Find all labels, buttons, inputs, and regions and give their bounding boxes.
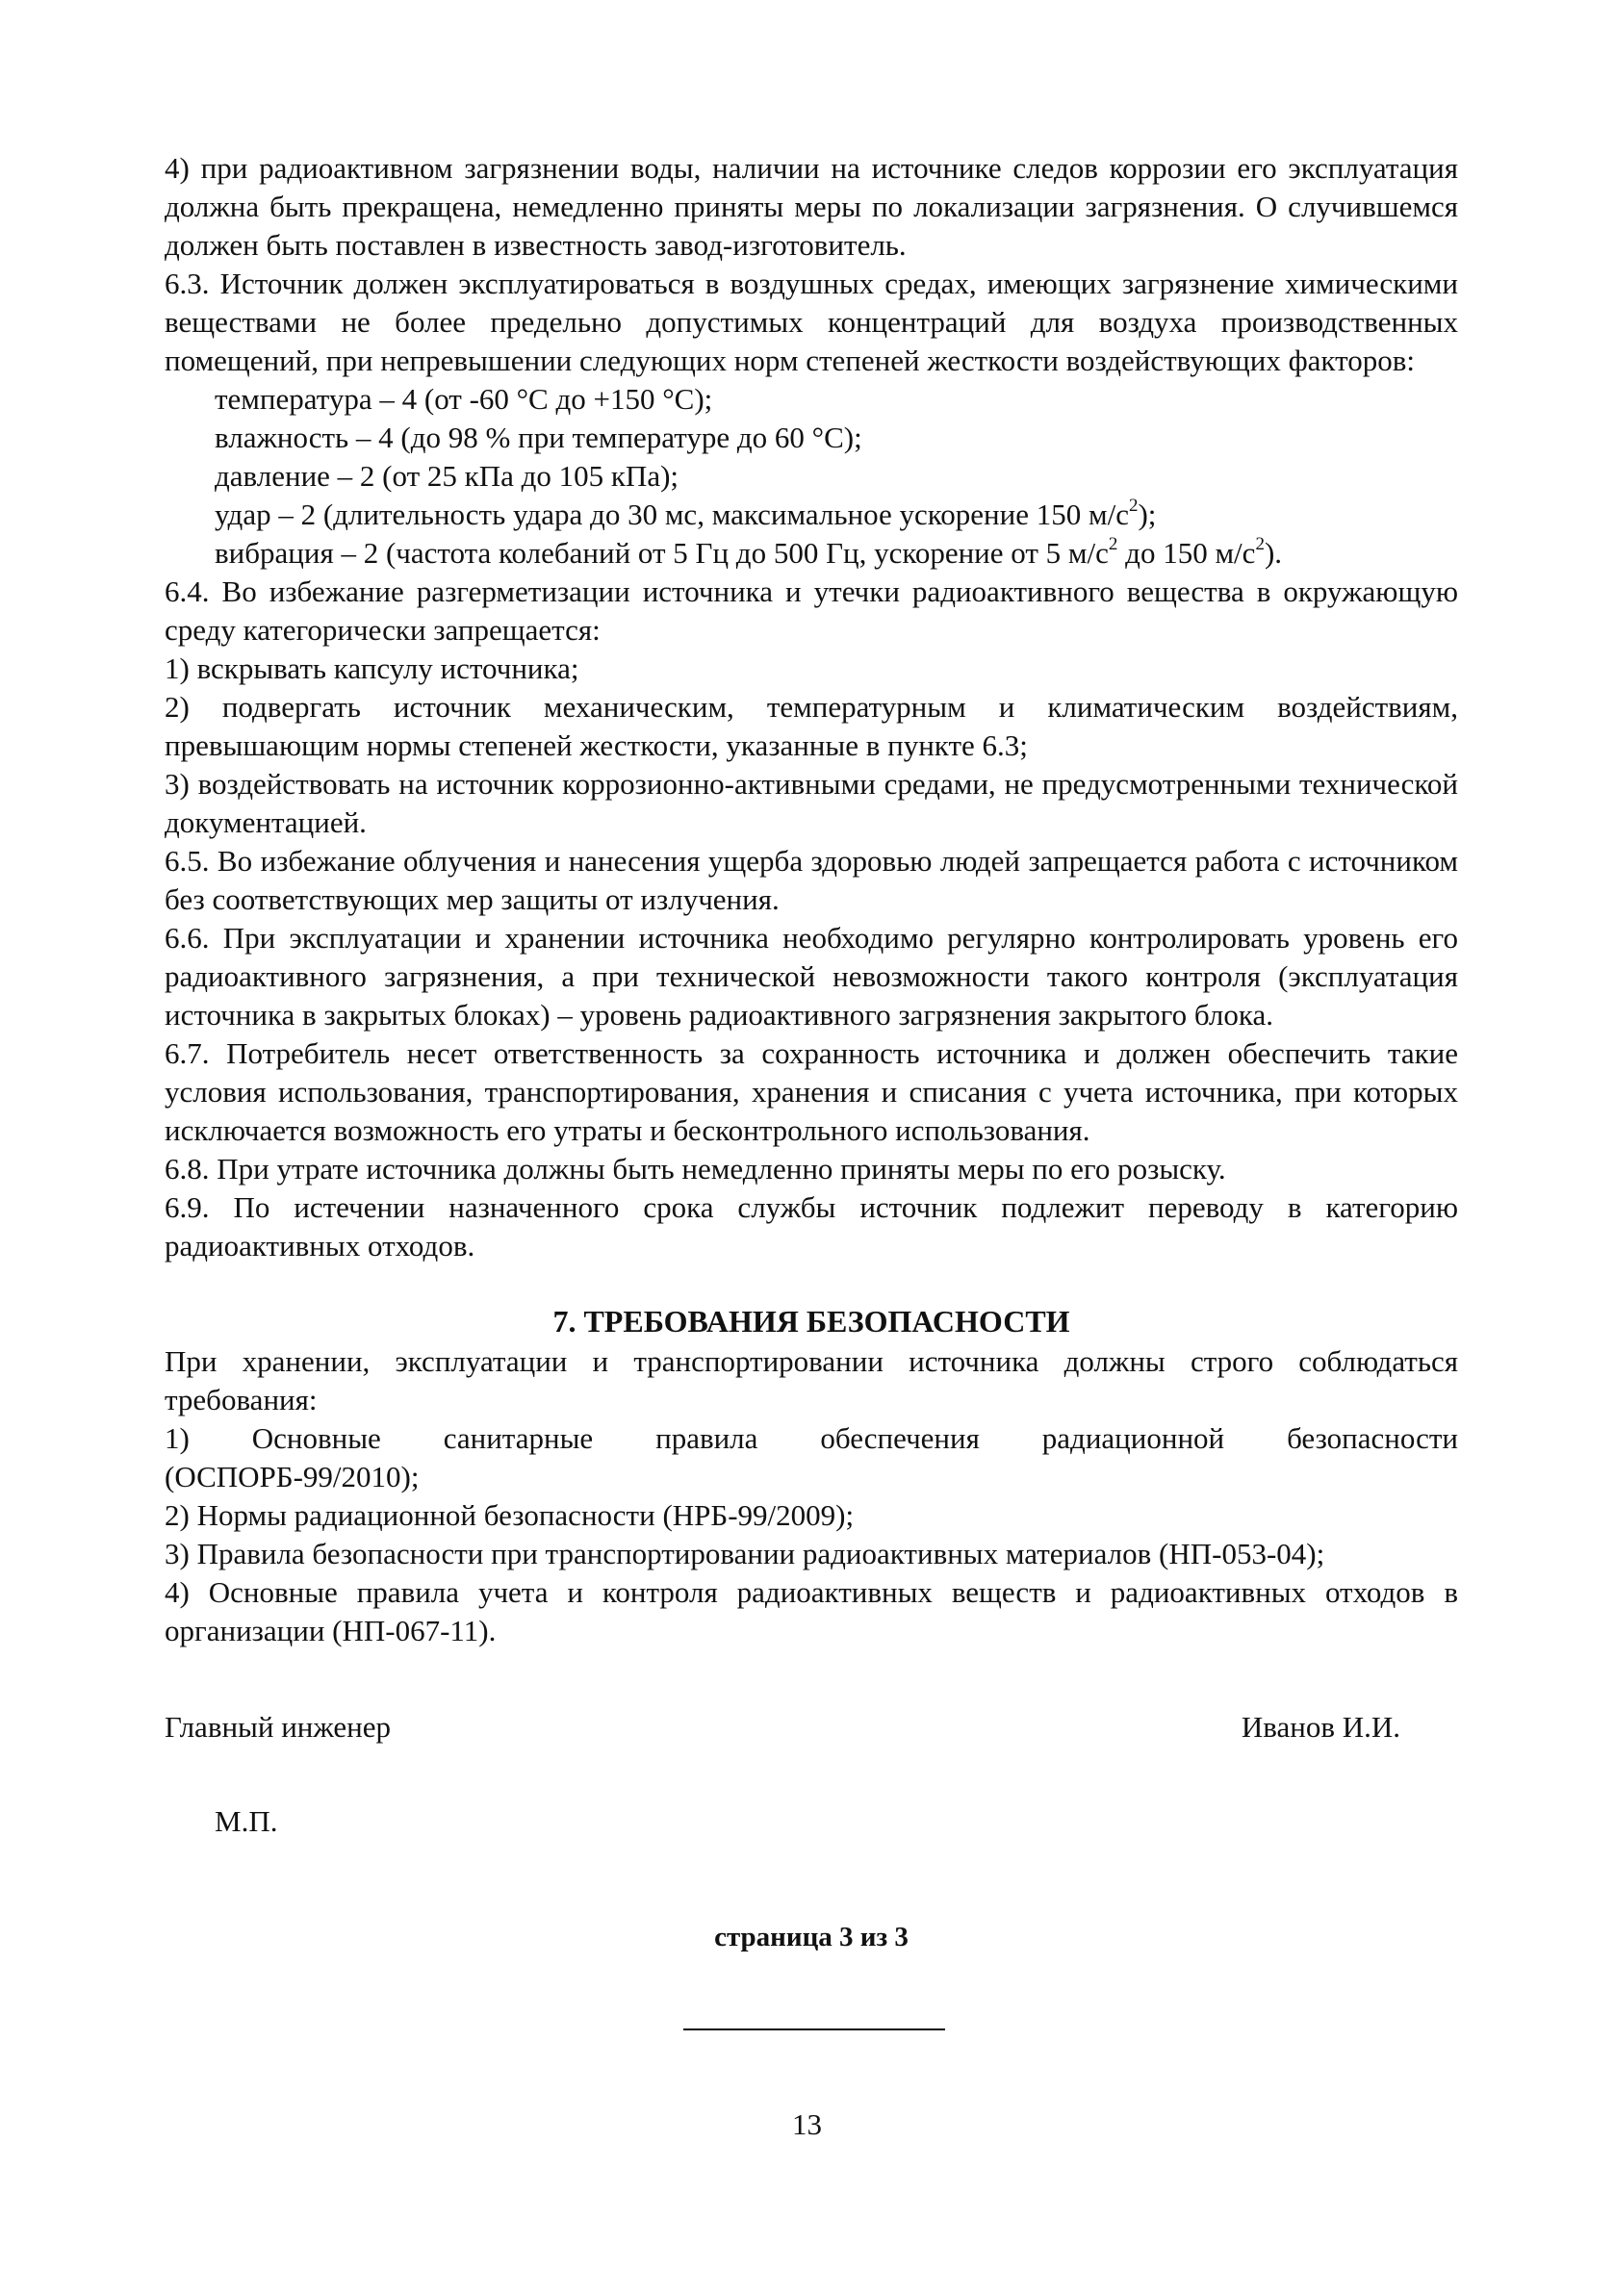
paragraph-6-4-item-1: 1) вскрывать капсулу источника; <box>165 651 579 685</box>
stamp-place: М.П. <box>215 1804 278 1838</box>
requirement-3: 3) Правила безопасности при транспортировании радиоактивных материалов (НП-053-04); <box>165 1537 1325 1570</box>
requirement-4: 4) Основные правила учета и контроля радиоактивных веществ и радиоактивных отходов в организации (НП-067-11). <box>165 1575 1458 1647</box>
requirement-1-line <box>165 1419 1458 1458</box>
requirement-word: санитарные <box>443 1421 594 1455</box>
superscript: 2 <box>1108 533 1118 554</box>
requirement-1-code: (ОСПОРБ-99/2010); <box>165 1460 420 1493</box>
factor-shock-text: удар – 2 (длительность удара до 30 мс, максимальное ускорение 150 м/с <box>215 497 1129 531</box>
paragraph-6-5: 6.5. Во избежание облучения и нанесения ущерба здоровью людей запрещается работа с источником без соответствующих мер защиты от излучения. <box>165 844 1458 916</box>
paragraph-6-4-item-2: 2) подвергать источник механическим, температурным и климатическим воздействиям, превышающим нормы степеней жесткости, указанные в пункте 6.3; <box>165 690 1458 762</box>
factor-temperature: температура – 4 (от -60 °C до +150 °C); <box>215 382 713 416</box>
document-page <box>165 149 1458 1956</box>
page-number: 13 <box>792 2107 822 2141</box>
section-heading: 7. ТРЕБОВАНИЯ БЕЗОПАСНОСТИ <box>552 1304 1070 1339</box>
footer-divider <box>683 2028 945 2030</box>
factor-vibration <box>165 534 1458 573</box>
paragraph-6-8: 6.8. При утрате источника должны быть немедленно приняты меры по его розыску. <box>165 1152 1226 1186</box>
signature-block <box>165 1708 1458 1747</box>
paragraph-6-4: 6.4. Во избежание разгерметизации источника и утечки радиоактивного вещества в окружающую среду категорически запрещается: <box>165 574 1458 647</box>
requirement-word: обеспечения <box>820 1421 980 1455</box>
requirement-word: радиационной <box>1041 1421 1225 1455</box>
factor-humidity: влажность – 4 (до 98 % при температуре до 60 °C); <box>215 421 862 454</box>
factor-shock <box>165 496 1458 534</box>
requirement-word: безопасности <box>1287 1421 1458 1455</box>
requirement-word: правила <box>655 1421 758 1455</box>
paragraph-6-3: 6.3. Источник должен эксплуатироваться в воздушных средах, имеющих загрязнение химическими веществами не более предельно допустимых концентраций для воздуха производственных помещений, при непревышении следующих норм степеней жесткости воздействующих факторов: <box>165 267 1458 377</box>
paragraph-6-9: 6.9. По истечении назначенного срока службы источник подлежит переводу в категорию радиоактивных отходов. <box>165 1190 1458 1263</box>
factor-vibration-end: ). <box>1264 536 1283 570</box>
paragraph-corrosion: 4) при радиоактивном загрязнении воды, наличии на источнике следов коррозии его эксплуатация должна быть прекращена, немедленно приняты меры по локализации загрязнения. О случившемся должен быть поставлен в известность завод-изготовитель. <box>165 151 1458 262</box>
factor-vibration-mid: до 150 м/с <box>1117 536 1256 570</box>
factor-shock-end: ); <box>1138 497 1157 531</box>
requirement-word: Основные <box>251 1421 381 1455</box>
signatory-name: Иванов И.И. <box>1241 1710 1400 1744</box>
factor-pressure: давление – 2 (от 25 кПа до 105 кПа); <box>215 459 679 493</box>
paragraph-6-4-item-3: 3) воздействовать на источник коррозионно-активными средами, не предусмотренными технической документацией. <box>165 767 1458 839</box>
paragraph-6-6: 6.6. При эксплуатации и хранении источника необходимо регулярно контролировать уровень его радиоактивного загрязнения, а при технической невозможности такого контроля (эксплуатация источника в закрытых блоках) – уровень радиоактивного загрязнения закрытого блока. <box>165 921 1458 1032</box>
signatory-position: Главный инженер <box>165 1710 392 1744</box>
factor-vibration-text: вибрация – 2 (частота колебаний от 5 Гц до 500 Гц, ускорение от 5 м/с <box>215 536 1109 570</box>
page-counter: страница 3 из 3 <box>714 1922 909 1952</box>
section-intro: При хранении, эксплуатации и транспортировании источника должны строго соблюдаться требования: <box>165 1344 1458 1416</box>
requirement-2: 2) Нормы радиационной безопасности (НРБ-99/2009); <box>165 1498 855 1532</box>
requirement-word: 1) <box>165 1421 190 1455</box>
superscript: 2 <box>1255 533 1265 554</box>
superscript: 2 <box>1128 495 1139 516</box>
paragraph-6-7: 6.7. Потребитель несет ответственность за сохранность источника и должен обеспечить такие условия использования, транспортирования, хранения и списания с учета источника, при которых исключается возможность его утраты и бесконтрольного использования. <box>165 1036 1458 1147</box>
